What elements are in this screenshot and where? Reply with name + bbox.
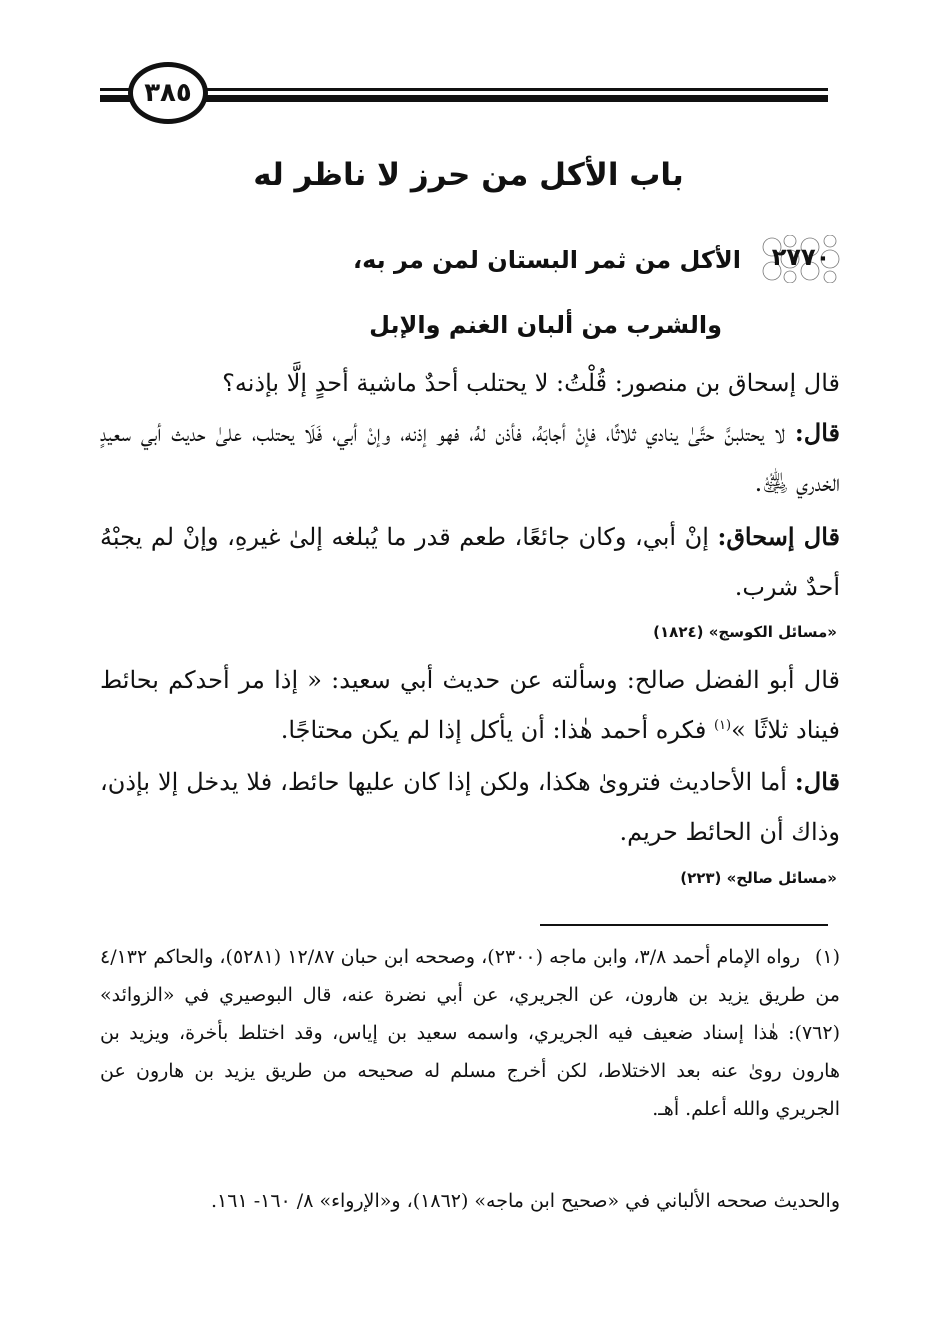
passage-1-answer	[100, 408, 840, 508]
issue-title-line-2: والشرب من ألبان الغنم والإبل	[369, 311, 722, 339]
passage-1-ishaq	[100, 512, 840, 612]
answer-label-2: قال:	[794, 767, 840, 796]
footnote-1-text: رواه الإمام أحمد ٣/٨، وابن ماجه (٢٣٠٠)، وصححه ابن حبان ١٢/٨٧ (٥٢٨١)، والحاكم ٤/١٣٢ من طريق يزيد بن هارون، عن الجريري، عن أبي نضرة عنه، قال البوصيري في «الزوائد» (٧٦٢): هٰذا إسناد ضعيف فيه الجريري، واسمه سعيد بن إياس، وقد اختلط بأخرة، ويزيد بن هارون روىٰ عنه بعد الاختلاط، لكن أخرج مسلم له صحيحه من طريق يزيد بن هارون عن الجريري والله أعلم. أهـ.	[100, 946, 840, 1120]
chapter-title: باب الأكل من حرز لا ناظر له	[253, 157, 684, 193]
footnote-1	[100, 938, 840, 1128]
page-number	[128, 62, 208, 124]
passage-1-source: «مسائل الكوسج» (١٨٢٤)	[653, 623, 837, 641]
passage-2-question	[100, 655, 840, 755]
answer-label: قال:	[794, 418, 840, 447]
issue-number: ٢٧٧٠	[771, 243, 831, 271]
passage-2-intro-end: فكره أحمد هٰذا: أن يأكل إذا لم يكن محتاجًا.	[280, 716, 714, 744]
answer-text: لا يحتلبنَّ حتَّىٰ ينادي ثلاثًا، فإنْ أجابَهُ، فأذن لهُ، فهو إذنه، وإنْ أبي، فَلَا يحتلب، علىٰ حديث أبي سعيدٍ الخدري ﵁.	[100, 419, 840, 497]
ishaq-text: إنْ أبي، وكان جائعًا، طعم قدر ما يُبلغه إلىٰ غيرهِ، وإنْ لم يجبْهُ أحدٌ شرب.	[100, 523, 840, 601]
ishaq-label: قال إسحاق:	[717, 522, 841, 551]
footnote-2	[100, 1182, 840, 1220]
header-rule-thick	[100, 95, 828, 102]
passage-1-question	[100, 358, 840, 408]
passage-1-intro: قال إسحاق بن منصور: قُلْتُ: لا يحتلب أحدٌ ماشية أحدٍ إلَّا بإذنه؟	[222, 369, 840, 397]
header-rule-thin	[100, 88, 828, 91]
issue-title-line-1: الأكل من ثمر البستان لمن مر به،	[352, 246, 741, 274]
footnote-2-text: والحديث صححه الألباني في «صحيح ابن ماجه» (١٨٦٢)، و«الإرواء» ٨/ ١٦٠- ١٦١.	[210, 1190, 840, 1212]
passage-2-intro: قال أبو الفضل صالح: وسألته عن حديث أبي سعيد: « إذا مر أحدكم بحائط فيناد ثلاثًا »	[100, 666, 840, 744]
footnote-marker: (١)	[814, 946, 840, 968]
footnote-reference[interactable]: (١)	[713, 718, 732, 733]
answer-text-2: أما الأحاديث فتروىٰ هكذا، ولكن إذا كان عليها حائط، فلا يدخل إلا بإذن، وذاك أن الحائط حريم.	[100, 768, 840, 846]
passage-2-source: «مسائل صالح» (٢٢٣)	[680, 869, 837, 887]
page-number-text: ٣٨٥	[144, 78, 192, 108]
passage-2-answer	[100, 757, 840, 857]
footnote-separator	[540, 924, 828, 926]
